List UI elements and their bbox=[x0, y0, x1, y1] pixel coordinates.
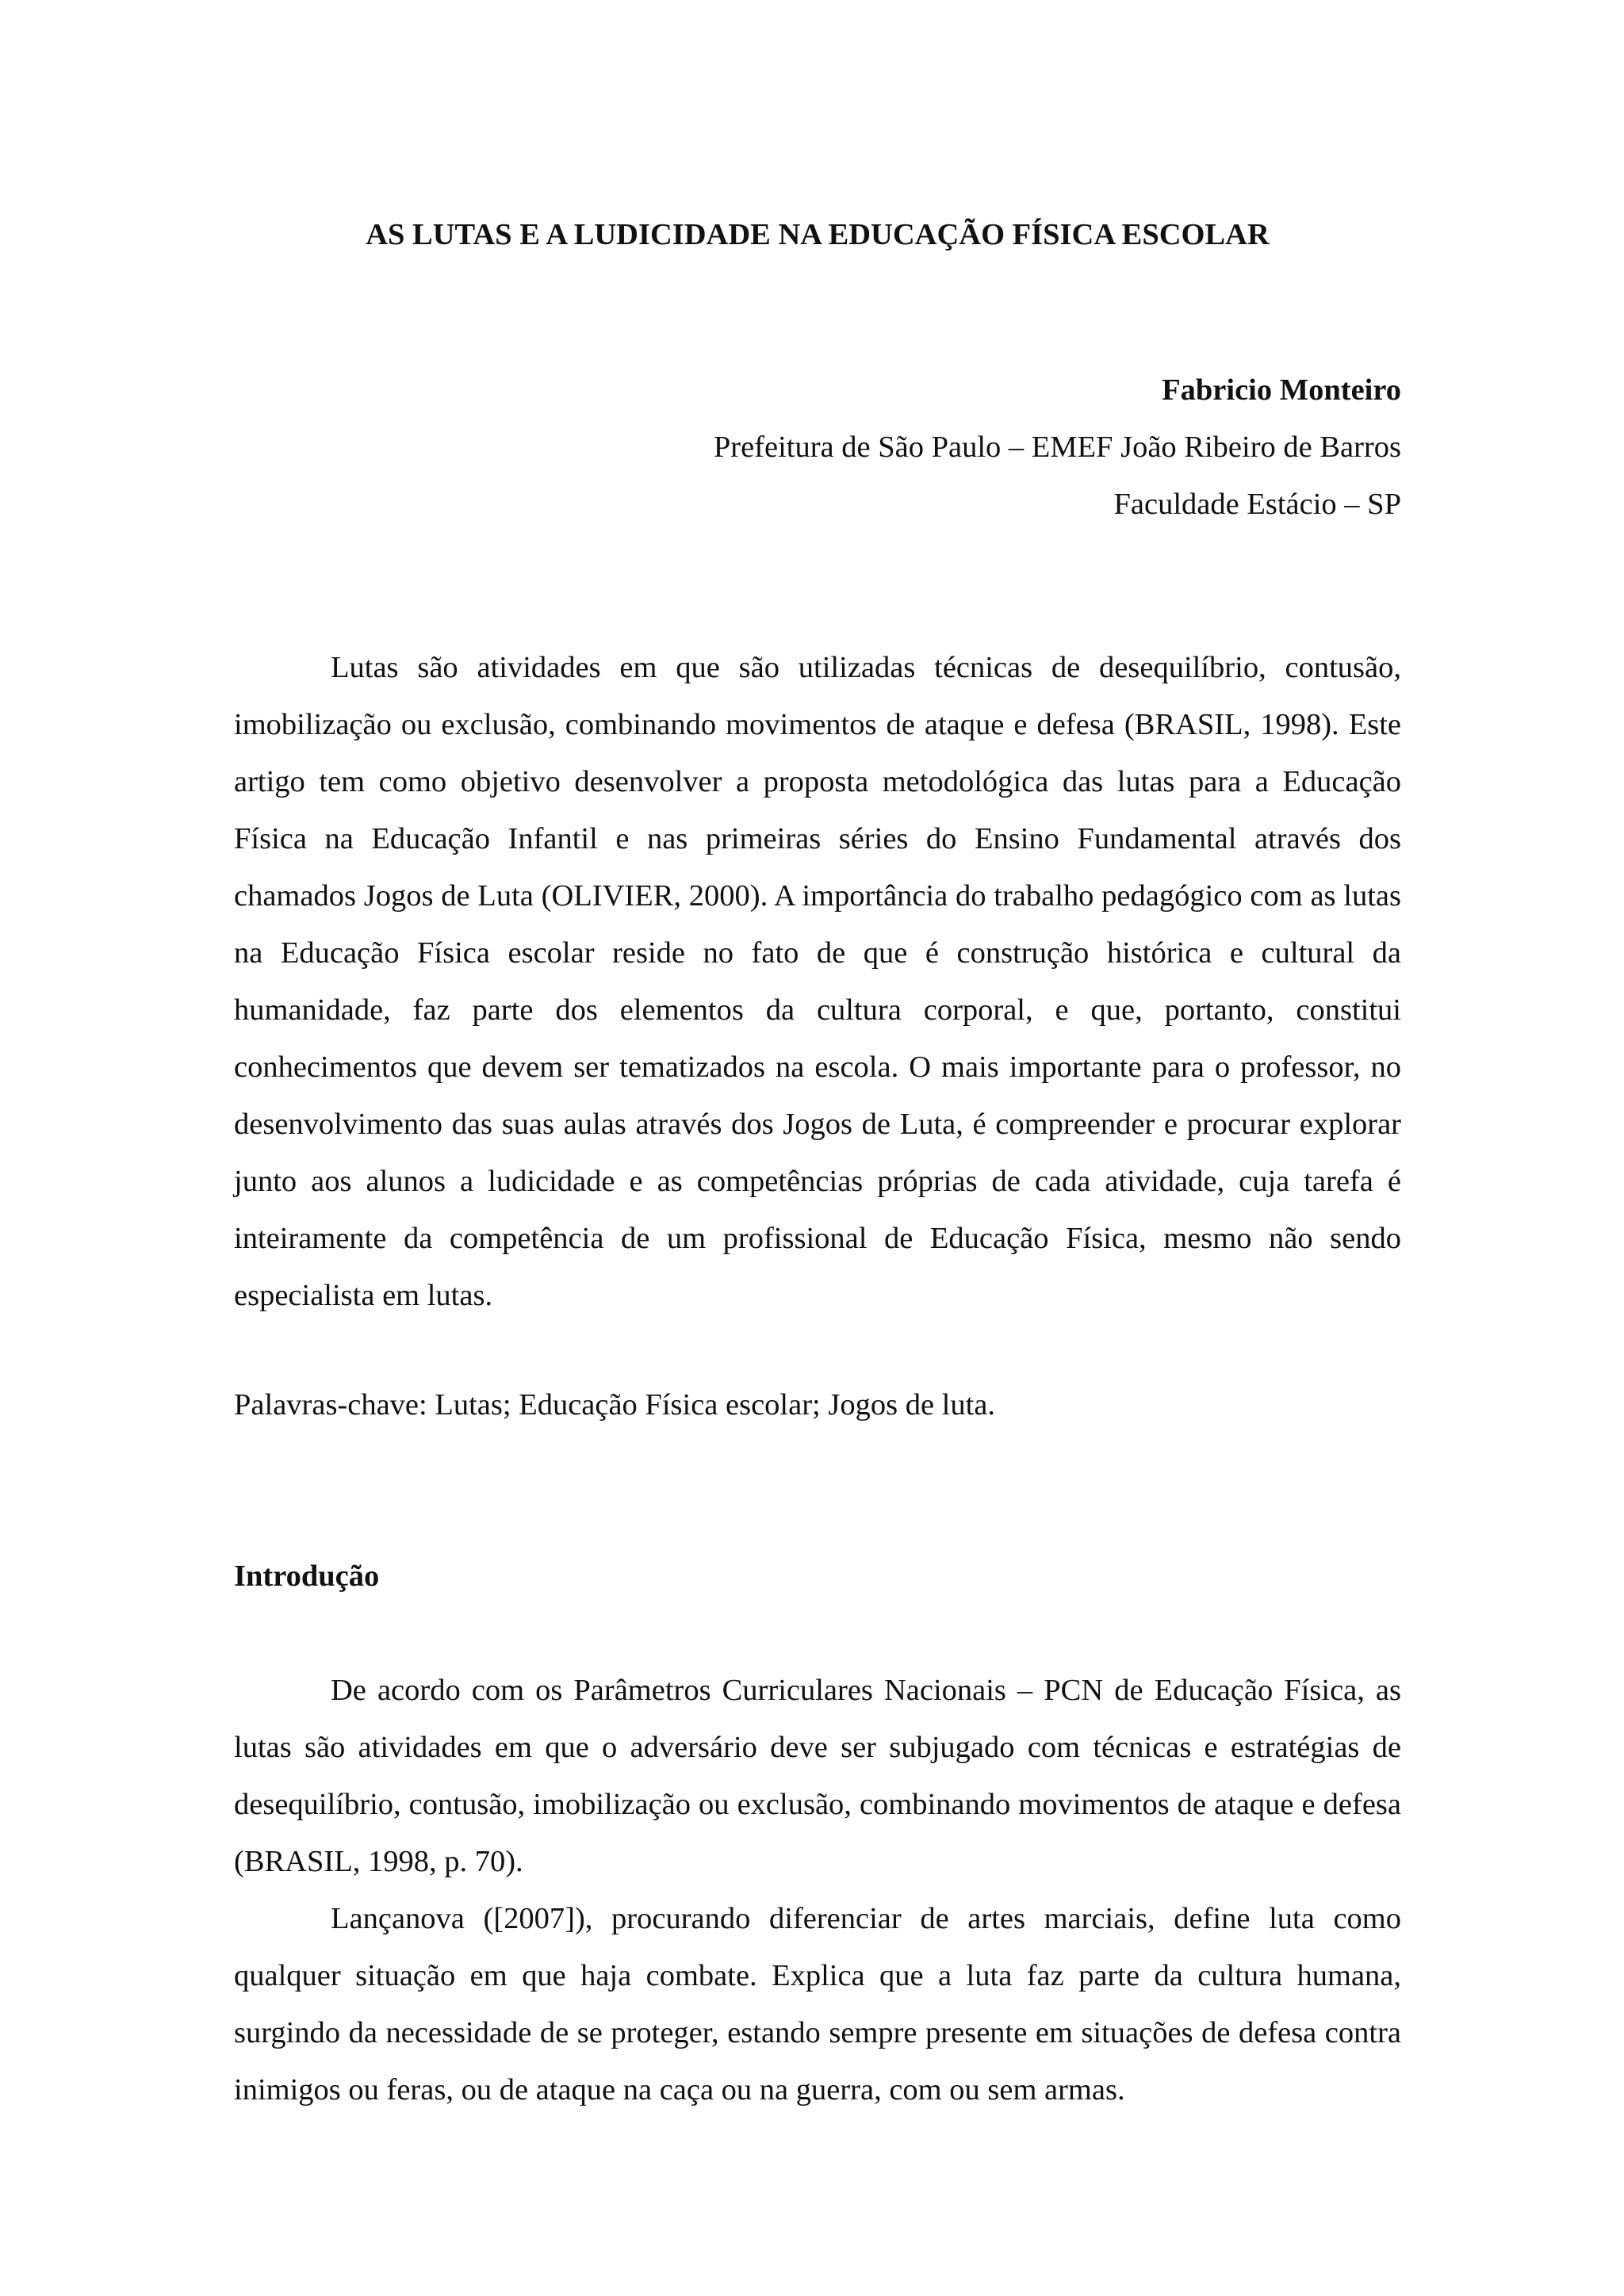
introduction-paragraph-1: De acordo com os Parâmetros Curriculares Nacionais – PCN de Educação Física, as lutas são atividades em que o adversário deve ser subjugado com técnicas e estratégias de desequilíbrio, contusão, imobilização ou exclusão, combinando movimentos de ataque e defesa (BRASIL, 1998, p. 70). bbox=[234, 1674, 1401, 1878]
section-heading-introducao: Introdução bbox=[234, 1559, 380, 1593]
keywords-line: Palavras-chave: Lutas; Educação Física escolar; Jogos de luta. bbox=[234, 1388, 996, 1422]
author-affiliation-1: Prefeitura de São Paulo – EMEF João Ribeiro de Barros bbox=[713, 430, 1401, 464]
author-block bbox=[234, 362, 1401, 533]
abstract-paragraph: Lutas são atividades em que são utilizadas técnicas de desequilíbrio, contusão, imobilização ou exclusão, combinando movimentos de ataque e defesa (BRASIL, 1998). Este artigo tem como objetivo desenvolver a proposta metodológica das lutas para a Educação Física na Educação Infantil e nas primeiras séries do Ensino Fundamental através dos chamados Jogos de Luta (OLIVIER, 2000). A importância do trabalho pedagógico com as lutas na Educação Física escolar reside no fato de que é construção histórica e cultural da humanidade, faz parte dos elementos da cultura corporal, e que, portanto, constitui conhecimentos que devem ser tematizados na escola. O mais importante para o professor, no desenvolvimento das suas aulas através dos Jogos de Luta, é compreender e procurar explorar junto aos alunos a ludicidade e as competências próprias de cada atividade, cuja tarefa é inteiramente da competência de um profissional de Educação Física, mesmo não sendo especialista em lutas. bbox=[234, 651, 1401, 1312]
introduction-paragraph-2: Lançanova ([2007]), procurando diferenciar de artes marciais, define luta como qualquer situação em que haja combate. Explica que a luta faz parte da cultura humana, surgindo da necessidade de se proteger, estando sempre presente em situações de defesa contra inimigos ou feras, ou de ataque na caça ou na guerra, com ou sem armas. bbox=[234, 1902, 1401, 2107]
author-name: Fabricio Monteiro bbox=[1162, 373, 1401, 407]
introduction-body bbox=[234, 1662, 1401, 2118]
author-affiliation-2: Faculdade Estácio – SP bbox=[1113, 488, 1401, 521]
document-title: AS LUTAS E A LUDICIDADE NA EDUCAÇÃO FÍSICA ESCOLAR bbox=[366, 217, 1270, 251]
